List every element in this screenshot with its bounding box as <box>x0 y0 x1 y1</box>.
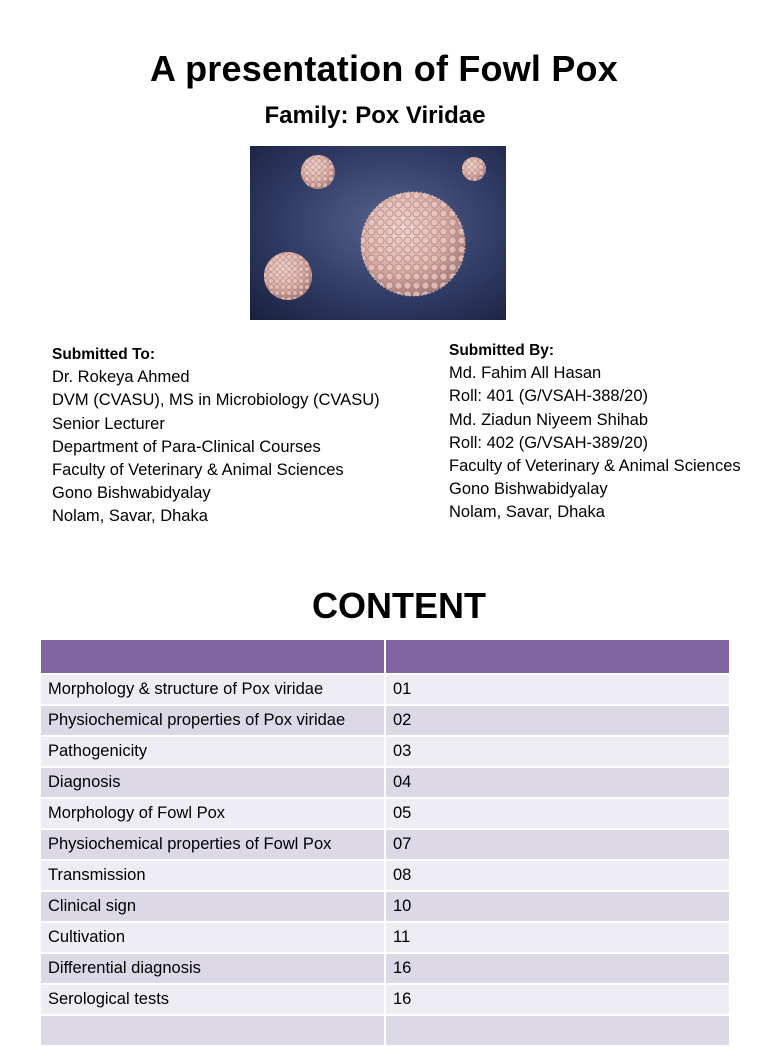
table-row <box>40 736 730 767</box>
submitted-by-line: Roll: 402 (G/VSAH-389/20) <box>449 433 649 452</box>
page-cell: 05 <box>385 798 730 829</box>
submitted-by-line: Gono Bishwabidyalay <box>449 480 608 499</box>
submitted-to-line: Gono Bishwabidyalay <box>52 484 211 503</box>
page-cell: 08 <box>385 860 730 891</box>
topic-cell: Diagnosis <box>40 767 385 798</box>
page-cell: 01 <box>385 674 730 705</box>
submitted-by-heading: Submitted By: <box>449 342 555 359</box>
submitted-to-line: Faculty of Veterinary & Animal Sciences <box>52 461 344 480</box>
page-cell: 04 <box>385 767 730 798</box>
virus-particle-small <box>264 252 312 300</box>
topic-cell: Physiochemical properties of Fowl Pox <box>40 829 385 860</box>
table-row <box>40 984 730 1015</box>
submitted-to-line: Department of Para-Clinical Courses <box>52 437 321 456</box>
virus-particle-small <box>462 157 486 181</box>
submitted-to-line: Nolam, Savar, Dhaka <box>52 507 208 526</box>
table-header-cell <box>40 640 385 674</box>
topic-cell: Transmission <box>40 860 385 891</box>
topic-cell: Clinical sign <box>40 891 385 922</box>
topic-cell: Physiochemical properties of Pox viridae <box>40 705 385 736</box>
submitted-to-line: DVM (CVASU), MS in Microbiology (CVASU) <box>52 391 380 410</box>
page-subtitle: Family: Pox Viridae <box>264 102 486 129</box>
table-row <box>40 674 730 705</box>
submitted-by-line: Md. Ziadun Niyeem Shihab <box>449 410 649 429</box>
page-cell: 03 <box>385 736 730 767</box>
table-header-cell <box>385 640 730 674</box>
table-row <box>40 829 730 860</box>
page-cell: 02 <box>385 705 730 736</box>
topic-cell: Morphology & structure of Pox viridae <box>40 674 385 705</box>
submitted-to-line: Dr. Rokeya Ahmed <box>52 368 190 387</box>
submitted-to-heading: Submitted To: <box>52 346 156 363</box>
virus-particle-small <box>301 155 335 189</box>
submitted-by-line: Nolam, Savar, Dhaka <box>449 503 605 522</box>
submitted-to-block <box>52 343 380 529</box>
page-cell: 16 <box>385 984 730 1015</box>
topic-cell: Morphology of Fowl Pox <box>40 798 385 829</box>
page-cell: 16 <box>385 953 730 984</box>
topic-cell: Serological tests <box>40 984 385 1015</box>
page-cell: 10 <box>385 891 730 922</box>
virus-illustration <box>250 146 506 320</box>
submitted-by-block <box>449 339 741 525</box>
content-heading: CONTENT <box>312 585 486 626</box>
virus-particle-large <box>361 192 465 296</box>
table-row <box>40 922 730 953</box>
submitted-by-line: Roll: 401 (G/VSAH-388/20) <box>449 387 649 406</box>
page-cell <box>385 1015 730 1046</box>
table-row <box>40 860 730 891</box>
page-cell: 07 <box>385 829 730 860</box>
table-header-row <box>40 640 730 674</box>
topic-cell: Cultivation <box>40 922 385 953</box>
submitted-by-line: Faculty of Veterinary & Animal Sciences <box>449 457 741 476</box>
table-row <box>40 767 730 798</box>
topic-cell: Differential diagnosis <box>40 953 385 984</box>
topic-cell <box>40 1015 385 1046</box>
submitted-by-line: Md. Fahim All Hasan <box>449 364 602 383</box>
content-table <box>39 640 731 1047</box>
submitted-to-line: Senior Lecturer <box>52 414 165 433</box>
table-row <box>40 705 730 736</box>
topic-cell: Pathogenicity <box>40 736 385 767</box>
page-cell: 11 <box>385 922 730 953</box>
table-row <box>40 1015 730 1046</box>
table-row <box>40 953 730 984</box>
page-title: A presentation of Fowl Pox <box>150 48 618 89</box>
table-row <box>40 891 730 922</box>
table-row <box>40 798 730 829</box>
